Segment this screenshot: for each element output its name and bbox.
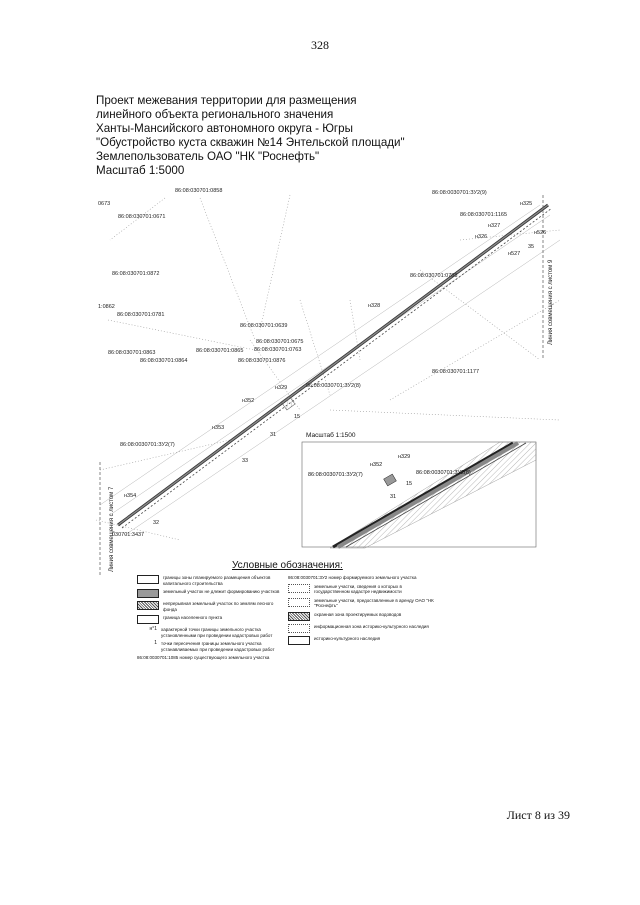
title-line: Ханты-Мансийского автономного округа - Югры xyxy=(96,122,353,135)
title-line: линейного объекта регионального значения xyxy=(96,108,334,121)
parcel-label: 86:08:030701:0675 xyxy=(256,339,304,345)
legend-item xyxy=(288,584,438,595)
point-label: н326 xyxy=(475,234,488,240)
legend-text: 86:08:0030701:ЗУ2 номер формируемого земельного участка xyxy=(288,575,417,580)
swatch-gray xyxy=(137,589,159,598)
legend-text: 86:08:0030701:1085 номер существующего земельного участка xyxy=(137,655,270,660)
parcel-label: 86:08:030701:0872 xyxy=(112,271,160,277)
sheet-footer: Лист 8 из 39 xyxy=(506,808,570,822)
inset-label: 31 xyxy=(390,494,397,500)
parcel-label: 86:08:030701:0671 xyxy=(118,214,166,220)
match-line-label-9: Линия совмещения с листом 9 xyxy=(548,259,554,345)
legend-text: информационная зона историко-культурного наследия xyxy=(314,623,429,629)
legend-item xyxy=(137,575,287,586)
point-label: н354 xyxy=(124,493,137,499)
parcel-label: 86:08:030701:0863 xyxy=(108,350,156,356)
legend-item xyxy=(137,641,287,652)
legend-text: историко-культурного наследия xyxy=(314,635,381,641)
parcel-label: 030701:3437 xyxy=(112,532,145,538)
swatch-point: 1 xyxy=(154,640,157,646)
swatch-zone xyxy=(137,575,159,584)
parcel-label: 86:08:0030701:ЗУ2(7) xyxy=(120,442,175,448)
legend-right-column xyxy=(288,575,438,648)
legend-item xyxy=(288,612,438,621)
parcel-label: 86:08:030701:0858 xyxy=(175,188,223,194)
parcel-label: 86:08:030701:0864 xyxy=(140,358,188,364)
inset-label: 86:08:0030701:ЗУ2(8) xyxy=(416,470,471,476)
parcel-label: 86:08:030701:0763 xyxy=(254,347,302,353)
parcel-label: 86:08:030701:0788 xyxy=(410,273,458,279)
inset-label: 15 xyxy=(406,481,413,487)
swatch-hatch xyxy=(137,601,159,610)
legend-text: характерной точки границы земельного участка установленными при проведении кадастровых работ xyxy=(161,627,273,638)
point-label: н325 xyxy=(520,201,533,207)
legend-text: земельные участки, предоставленные в аренду ОАО "НК "Роснефть" xyxy=(314,597,434,608)
swatch-info-zone xyxy=(288,624,310,633)
point-label: н328 xyxy=(368,303,381,309)
point-label: н353 xyxy=(212,425,225,431)
legend-item xyxy=(137,655,287,661)
title-line: "Обустройство куста скважин №14 Энтельской площади" xyxy=(96,136,405,149)
legend-left-column xyxy=(137,575,287,664)
legend-item xyxy=(288,598,438,609)
match-line-label-7: Линия совмещения с листом 7 xyxy=(109,486,115,572)
legend-item xyxy=(137,601,287,612)
legend-text: точки пересечения границы земельного участка устанавливаемых при проведении кадастровых работ xyxy=(161,641,275,652)
point-label: 33 xyxy=(242,458,249,464)
parcel-label: 86:08:0030701:ЗУ2(9) xyxy=(432,190,487,196)
legend-text: границы зоны планируемого размещения объектов капитального строительства xyxy=(163,575,271,586)
parcel-label: 86:08:030701:1165 xyxy=(460,212,507,218)
point-label: н352 xyxy=(242,398,255,404)
point-label: 31 xyxy=(270,432,277,438)
legend-text: граница населенного пункта xyxy=(163,615,223,620)
point-label: н327 xyxy=(488,223,501,229)
point-label: 32 xyxy=(153,520,160,526)
inset-label: н352 xyxy=(370,462,383,468)
legend-text: непрерывная земельный участок по землям лесного фонда xyxy=(163,601,274,612)
parcel-label: 86:08:030701:1177 xyxy=(432,369,479,375)
parcel-label: 0673 xyxy=(98,201,111,207)
legend-text: земельные участки, сведения о которых в государственном кадастре недвижимости xyxy=(314,583,402,594)
page-number: 328 xyxy=(311,38,329,52)
inset-map xyxy=(302,442,536,548)
legend-text: охранная зона проектируемых водоводов xyxy=(314,611,402,617)
inset-label: 86:08:0030701:ЗУ2(7) xyxy=(308,472,363,478)
legend-item xyxy=(137,589,287,598)
swatch-registered xyxy=(288,584,310,593)
point-label: н526 xyxy=(534,230,547,236)
title-line: Проект межевания территории для размещения xyxy=(96,94,357,107)
point-label: н329 xyxy=(275,385,288,391)
parcel-label: 1:0862 xyxy=(98,304,115,310)
scale-label: Масштаб 1:1500 xyxy=(306,432,356,439)
point-label: 15 xyxy=(294,414,301,420)
point-label: 35 xyxy=(528,244,535,250)
parcel-label: 86:08:030701:0781 xyxy=(117,312,165,318)
legend-item xyxy=(137,627,287,638)
legend-title: Условные обозначения: xyxy=(232,560,343,571)
title-line: Масштаб 1:5000 xyxy=(96,164,185,177)
swatch-heritage xyxy=(288,636,310,645)
title-line: Землепользователь ОАО "НК "Роснефть" xyxy=(96,150,320,163)
swatch-settlement xyxy=(137,615,159,624)
point-label: н527 xyxy=(508,251,521,257)
inset-label: н329 xyxy=(398,454,411,460)
swatch-protection-zone xyxy=(288,612,310,621)
swatch-point-new: н°1 xyxy=(149,626,157,632)
legend-item xyxy=(137,615,287,624)
legend-item xyxy=(288,636,438,645)
legend-item xyxy=(288,575,438,581)
parcel-label: 86:08:030701:0865 xyxy=(196,348,244,354)
parcel-label: 86:08:030701:0639 xyxy=(240,323,288,329)
parcel-label: 86:08:0030701:ЗУ2(8) xyxy=(306,383,361,389)
parcel-label: 86:08:030701:0876 xyxy=(238,358,286,364)
swatch-leased xyxy=(288,598,310,607)
legend-text: земельный участок не длежит формированию участков xyxy=(163,589,280,594)
legend-item xyxy=(288,624,438,633)
